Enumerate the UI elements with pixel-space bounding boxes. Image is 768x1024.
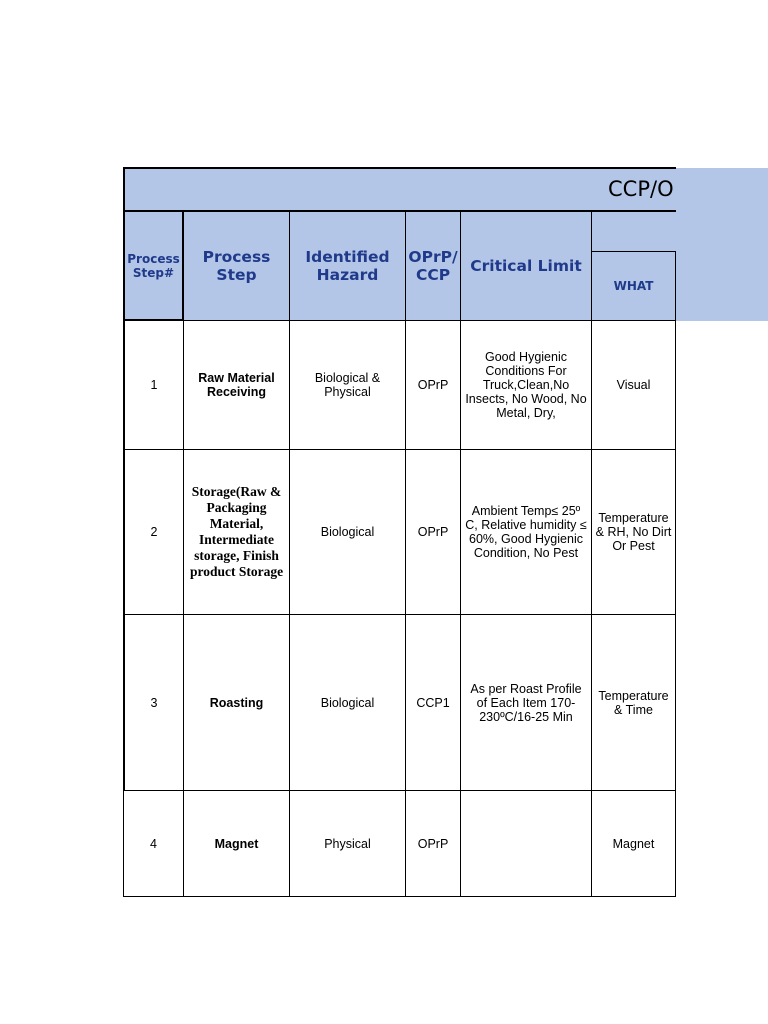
row-1-step-number: 1	[123, 321, 184, 450]
header-process-step: Process Step	[184, 212, 290, 321]
row-4-critical-limit	[461, 791, 592, 897]
header-what: WHAT	[592, 252, 676, 321]
row-4-hazard: Physical	[290, 791, 406, 897]
row-4-process-step: Magnet	[184, 791, 290, 897]
row-4-what: Magnet	[592, 791, 676, 897]
header-monitoring-group	[592, 212, 676, 252]
header-identified-hazard: Identified Hazard	[290, 212, 406, 321]
header-critical-limit: Critical Limit	[461, 212, 592, 321]
row-2-critical-limit: Ambient Temp≤ 25º C, Relative humidity ≤ 60%, Good Hygienic Condition, No Pest	[461, 450, 592, 615]
row-3-type: CCP1	[406, 615, 461, 791]
row-1-hazard: Biological & Physical	[290, 321, 406, 450]
header-process-step-number: Process Step#	[123, 212, 184, 321]
row-1-what: Visual	[592, 321, 676, 450]
row-3-hazard: Biological	[290, 615, 406, 791]
row-1-type: OPrP	[406, 321, 461, 450]
row-2-process-step: Storage(Raw & Packaging Material, Intermediate storage, Finish product Storage	[184, 450, 290, 615]
row-3-process-step: Roasting	[184, 615, 290, 791]
header-oprp-ccp: OPrP/ CCP	[406, 212, 461, 321]
row-2-hazard: Biological	[290, 450, 406, 615]
row-2-what: Temperature & RH, No Dirt Or Pest	[592, 450, 676, 615]
table-title-cell	[123, 167, 676, 212]
row-3-step-number: 3	[123, 615, 184, 791]
row-4-step-number: 4	[123, 791, 184, 897]
row-3-what: Temperature & Time	[592, 615, 676, 791]
row-3-critical-limit: As per Roast Profile of Each Item 170-230ºC/16-25 Min	[461, 615, 592, 791]
row-2-step-number: 2	[123, 450, 184, 615]
table-title: CCP/O	[608, 177, 674, 201]
header-band-extension	[675, 168, 768, 321]
row-4-type: OPrP	[406, 791, 461, 897]
row-1-process-step: Raw Material Receiving	[184, 321, 290, 450]
row-2-type: OPrP	[406, 450, 461, 615]
row-1-critical-limit: Good Hygienic Conditions For Truck,Clean,No Insects, No Wood, No Metal, Dry,	[461, 321, 592, 450]
